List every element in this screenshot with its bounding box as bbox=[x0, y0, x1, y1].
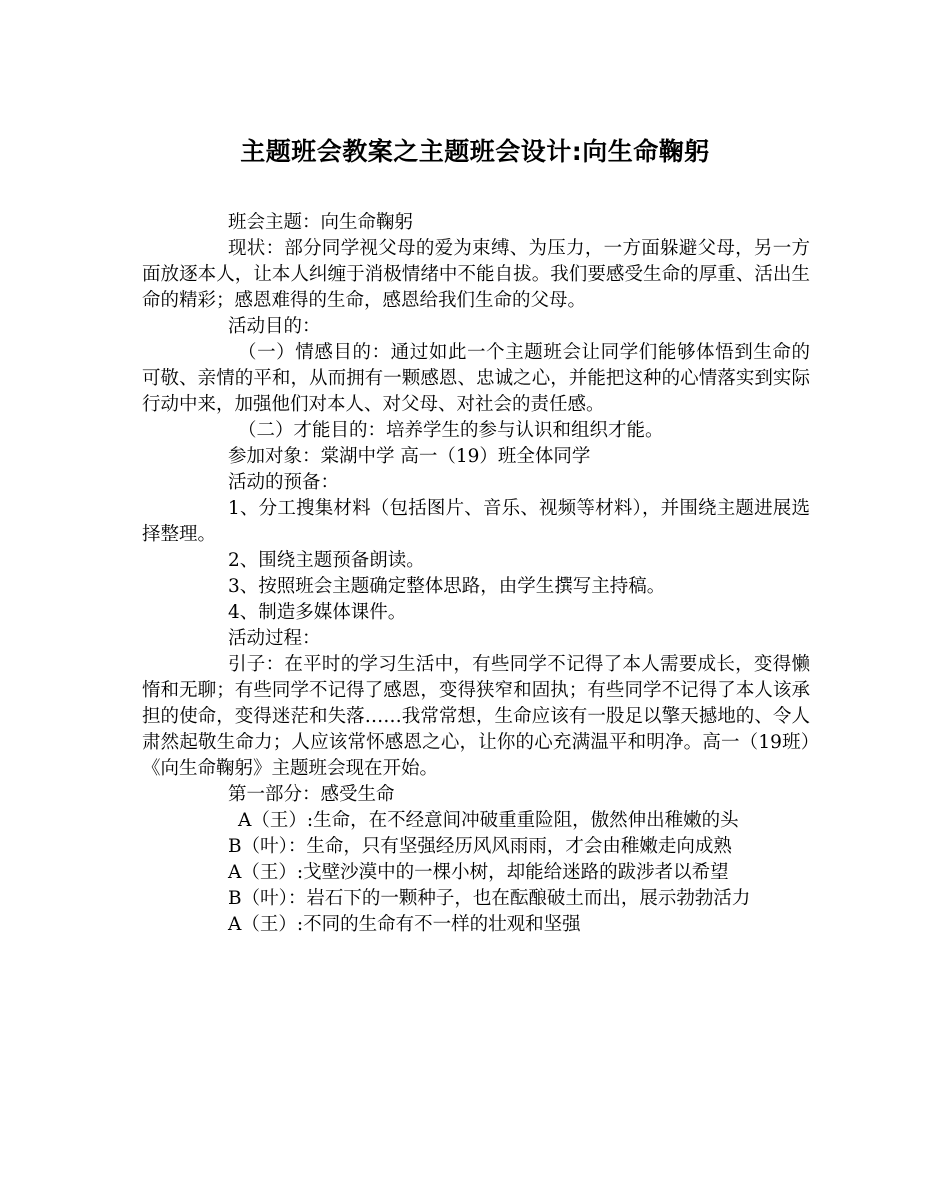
paragraph-preparation-4: 4、制造多媒体课件。 bbox=[228, 602, 407, 623]
document-title: 主题班会教案之主题班会设计:向生命鞠躬 bbox=[240, 137, 710, 166]
paragraph-process-heading: 活动过程： bbox=[228, 628, 321, 649]
paragraph-purpose-heading: 活动目的： bbox=[228, 316, 321, 337]
paragraph-introduction: 引子：在平时的学习生活中，有些同学不记得了本人需要成长，变得懒惰和无聊；有些同学不记得了感恩，变得狭窄和固执；有些同学不记得了本人该承担的使命，变得迷茫和失落……我常常想，生命应该有一股足以擎天撼地的、令人肃然起敬生命力；人应该常怀感恩之心，让你的心充满温平和明净。高一（19班）《向生命鞠躬》主题班会现在开始。 bbox=[142, 654, 810, 779]
paragraph-ability-goal: （二）才能目的：培养学生的参与认识和组织才能。 bbox=[238, 420, 664, 441]
paragraph-preparation-heading: 活动的预备： bbox=[228, 472, 340, 493]
paragraph-dialogue-a-2: A（王）:戈壁沙漠中的一棵小树，却能给迷路的跋涉者以希望 bbox=[228, 862, 729, 883]
document-body bbox=[142, 210, 810, 938]
paragraph-dialogue-a-1: A（王）:生命，在不经意间冲破重重险阻，傲然伸出稚嫩的头 bbox=[238, 810, 739, 831]
paragraph-part-one-heading: 第一部分：感受生命 bbox=[228, 784, 395, 805]
paragraph-emotional-goal: （一）情感目的：通过如此一个主题班会让同学们能够体悟到生命的可敬、亲情的平和，从而拥有一颗感恩、忠诚之心，并能把这种的心情落实到实际行动中来，加强他们对本人、对父母、对社会的责任感。 bbox=[142, 342, 810, 415]
paragraph-situation: 现状：部分同学视父母的爱为束缚、为压力，一方面躲避父母，另一方面放逐本人，让本人纠缠于消极情绪中不能自拔。我们要感受生命的厚重、活出生命的精彩；感恩难得的生命，感恩给我们生命的父母。 bbox=[142, 238, 810, 311]
paragraph-dialogue-b-1: B（叶）：生命，只有坚强经历风风雨雨，才会由稚嫩走向成熟 bbox=[228, 836, 732, 857]
paragraph-dialogue-b-2: B（叶）：岩石下的一颗种子，也在酝酿破土而出，展示勃勃活力 bbox=[228, 888, 751, 909]
paragraph-preparation-3: 3、按照班会主题确定整体思路，由学生撰写主持稿。 bbox=[228, 576, 666, 597]
paragraph-theme: 班会主题：向生命鞠躬 bbox=[228, 212, 414, 233]
paragraph-preparation-1: 1、分工搜集材料（包括图片、音乐、视频等材料），并围绕主题进展选择整理。 bbox=[142, 498, 810, 545]
paragraph-participants: 参加对象：棠湖中学 高一（19）班全体同学 bbox=[228, 446, 591, 467]
paragraph-dialogue-a-3: A（王）:不同的生命有不一样的壮观和坚强 bbox=[228, 914, 581, 935]
paragraph-preparation-2: 2、围绕主题预备朗读。 bbox=[228, 550, 425, 571]
